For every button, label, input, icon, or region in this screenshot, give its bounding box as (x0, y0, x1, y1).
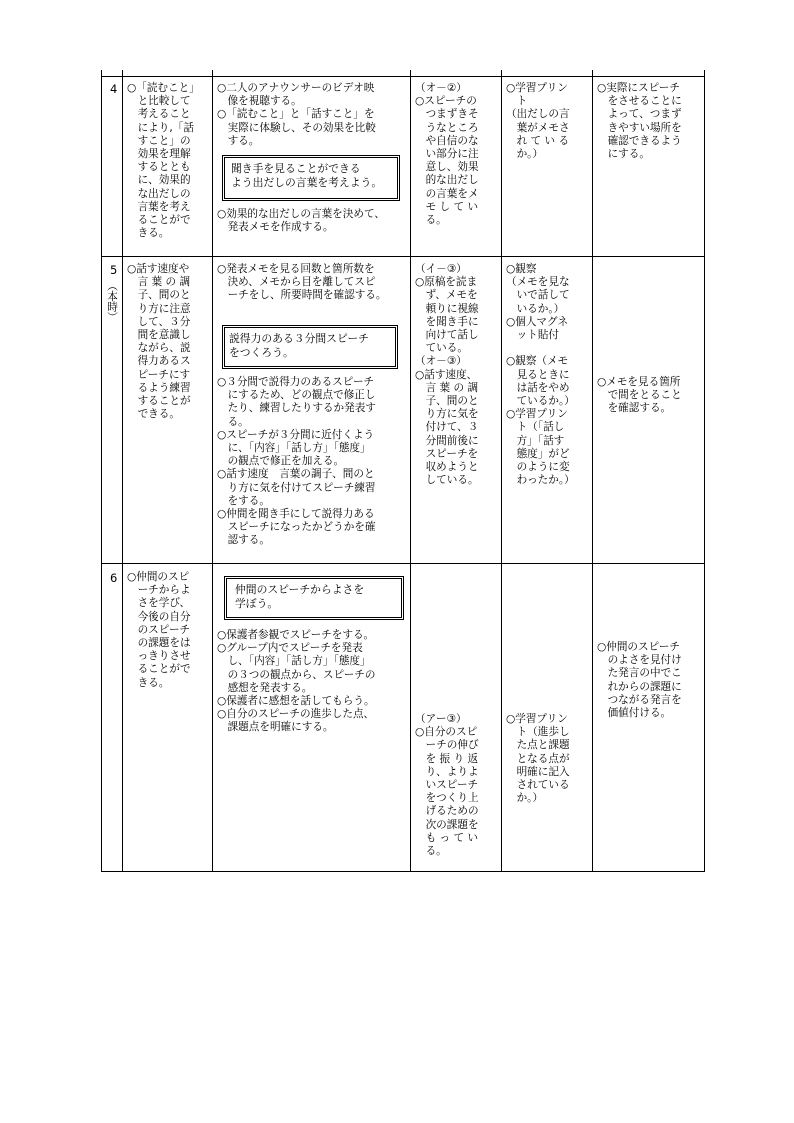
lesson-number: 6 (110, 571, 118, 585)
lesson-task-box: 説得力のある３分間スピーチ をつくろう。 (222, 325, 398, 369)
lesson-number: 4 (110, 82, 118, 96)
teacher-support: ○仲間のスピーチ のよさを見付け た発言の中でこ れからの課題に つながる発言を 価値付ける。 (597, 641, 682, 720)
row-divider-4-5 (101, 256, 705, 257)
evaluation-criteria: （アー③） ○自分のスピ ーチの伸び を 振 り 返 り、よりよ いスピーチ をつくり上 げるための 次の課題を も っ て い る。 (415, 713, 479, 858)
learning-activities: ○３分間で説得力のあるスピーチ にするため、どの観点で修正し たり、練習したりするか発表す る。 ○スピーチが３分間に近付くよう に、「内容」「話し方」「態度」 の観点で修正を加える。 ○話す速度 言葉の調子、間のと り方に気を付けてスピーチ練習 をする。 ○仲間を聞き手にして説得力ある スピーチになったかどうかを確 認する。 (217, 376, 376, 547)
column-divider-5 (592, 70, 593, 872)
learning-activities: ○保護者参観でスピーチをする。 ○グループ内でスピーチを発表 し、「内容」「話し方」「態度」 の３つの観点から、スピーチの 感想を発表する。 ○保護者に感想を話してもらう。 ○自分のスピーチの進歩した点、 課題点を明確にする。 (217, 629, 376, 734)
learning-activities: ○二人のアナウンサーのビデオ映 像を視聴する。 ○「読むこと」と「話すこと」を 実際に体験し、その効果を比較 する。 (217, 82, 376, 147)
teacher-support: ○メモを見る箇所 で間をとること を確認する。 (597, 376, 682, 415)
lesson-task-box: 仲間のスピーチからよさを 学ぼう。 (224, 576, 404, 620)
lesson-goal: ○話す速度や 言 葉 の 調 子、間のと り方に注意 して、３分 間を意識し ながら、説 得力あるス ピーチにす るよう練習 することが できる。 (127, 263, 191, 421)
table-border-left (101, 70, 102, 872)
current-lesson-label: （本時） (106, 280, 118, 323)
column-divider-2 (212, 70, 213, 872)
evaluation-criteria: （オ－②） ○スピーチの つまずきそ うなところ や自信のな い部分に注 意し、効果 的な出だし の言葉をメ モ し て い る。 (415, 82, 479, 227)
evaluation-method: ○学習プリン ト（進歩し た点と課題 となる点が 明確に記入 されている か。） (506, 713, 570, 805)
table-border-right (704, 70, 705, 872)
lesson-task-box: 聞き手を見ることができる よう出だしの言葉を考えよう。 (222, 155, 400, 201)
row-divider-5-6 (101, 563, 705, 564)
evaluation-method: ○観察 （メモを見な いで話して いるか。） ○個人マグネ ット貼付 ○観察（メモ 見るときに は話をやめ ているか。） ○学習プリン ト（「話し 方」「話す 態度」がど のように変 わったか。） (506, 263, 575, 487)
lesson-goal: ○仲間のスピ ーチからよ さを学び、 今後の自分 のスピーチ の課題をは っきりさせ ることがで きる。 (127, 571, 191, 689)
column-divider-1 (122, 70, 123, 872)
learning-activities: ○効果的な出だしの言葉を決めて、 発表メモを作成する。 (217, 208, 385, 234)
teacher-support: ○実際にスピーチ をさせることに よって、つまず きやすい場所を 確認できるよう にする。 (597, 82, 682, 161)
table-border-bottom (101, 871, 705, 872)
lesson-goal: ○「読むこと」 と比較して 考えること により,「話 すこと」の 効果を理解 するととも に、効果的 な出だしの 言葉を考え ることがで きる。 (127, 82, 200, 240)
lesson-number: 5 (110, 263, 118, 277)
evaluation-criteria: （イ－③） ○原稿を読ま ず、メモを 頼りに視線 を聞き手に 向けて話し ている。 （オ－③） ○話す速度、 言 葉 の 調 子、間のと り方に気を 付けて、３ 分間前後に スピーチを 収めようと している。 (415, 263, 479, 487)
row-divider-top (101, 76, 705, 77)
column-divider-4 (501, 70, 502, 872)
column-divider-3 (410, 70, 411, 872)
evaluation-method: ○学習プリン ト （出だしの言 葉がメモさ れ て い る か。） (506, 82, 570, 161)
learning-activities: ○発表メモを見る回数と箇所数を 決め、メモから目を離してスピ ーチをし、所要時間を確認する。 (217, 263, 387, 302)
